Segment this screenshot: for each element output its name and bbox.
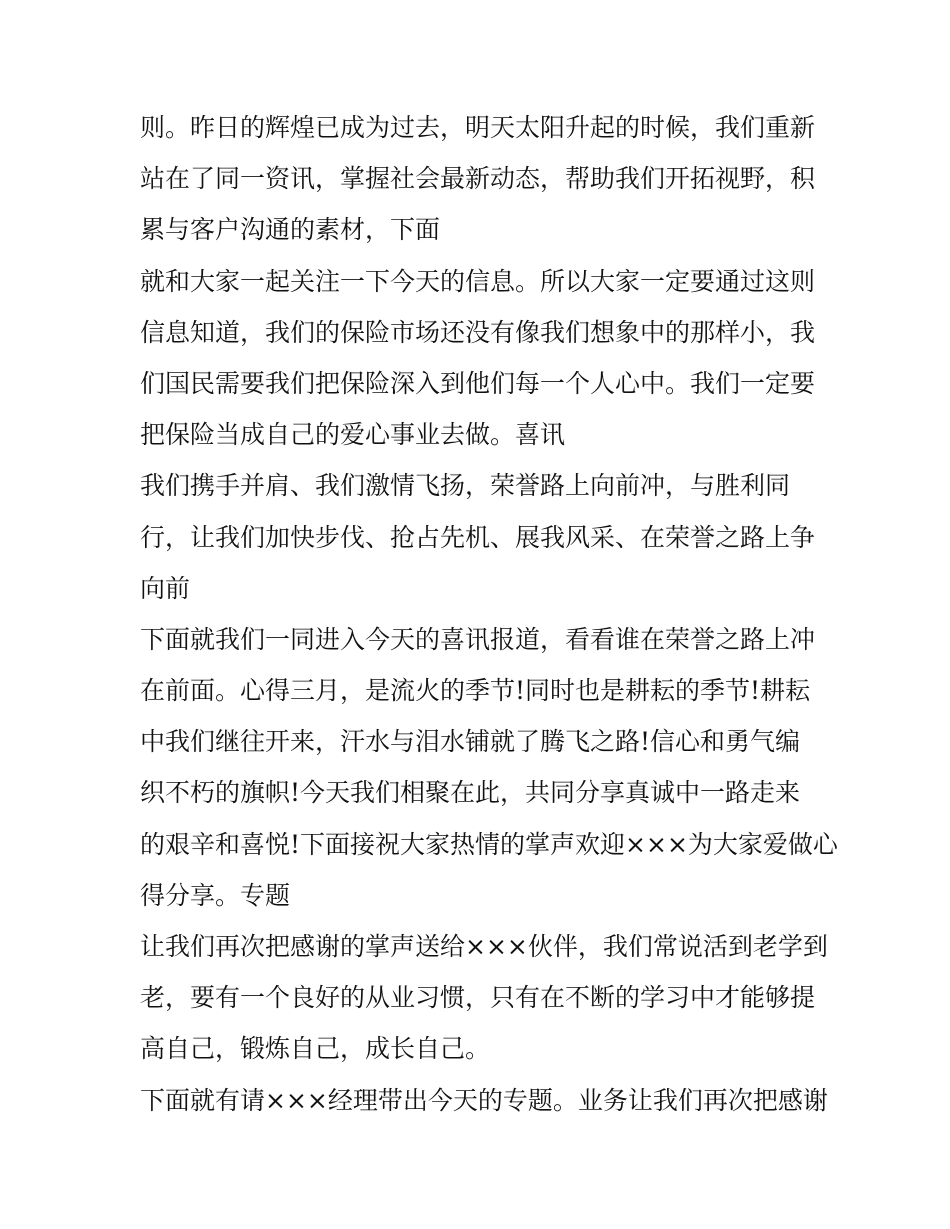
text-line: 累与客户沟通的素材，下面 xyxy=(140,215,441,245)
text-line: 织不朽的旗帜!今天我们相聚在此，共同分享真诚中一路走来 xyxy=(140,778,801,808)
text-line: 让我们再次把感谢的掌声送给×××伙伴，我们常说活到老学到 xyxy=(140,932,828,961)
text-line: 们国民需要我们把保险深入到他们每一个人心中。我们一定要 xyxy=(140,368,816,398)
text-line: 就和大家一起关注一下今天的信息。所以大家一定要通过这则 xyxy=(140,266,816,296)
text-line: 我们携手并肩、我们激情飞扬，荣誉路上向前冲，与胜利同 xyxy=(140,471,791,501)
document-body xyxy=(140,102,838,1126)
text-line: 下面就有请×××经理带出今天的专题。业务让我们再次把感谢 xyxy=(140,1085,828,1115)
text-line: 的艰辛和喜悦!下面接祝大家热情的掌声欢迎×××为大家爱做心 xyxy=(140,829,838,859)
text-line: 站在了同一资讯，掌握社会最新动态，帮助我们开拓视野，积 xyxy=(140,164,816,194)
text-line: 信息知道，我们的保险市场还没有像我们想象中的那样小，我 xyxy=(140,317,816,347)
text-line: 向前 xyxy=(140,573,191,603)
text-line: 高自己，锻炼自己，成长自己。 xyxy=(140,1034,491,1064)
text-line: 得分享。专题 xyxy=(140,880,291,910)
text-line: 行，让我们加快步伐、抢占先机、展我风采、在荣誉之路上争 xyxy=(140,522,816,552)
text-line: 在前面。心得三月，是流火的季节!同时也是耕耘的季节!耕耘 xyxy=(140,676,811,706)
text-line: 老，要有一个良好的从业习惯，只有在不断的学习中才能够提 xyxy=(140,983,816,1013)
text-line: 把保险当成自己的爱心事业去做。喜讯 xyxy=(140,420,566,450)
text-line: 则。昨日的辉煌已成为过去，明天太阳升起的时候，我们重新 xyxy=(140,113,816,142)
text-line: 下面就我们一同进入今天的喜讯报道，看看谁在荣誉之路上冲 xyxy=(140,624,816,654)
text-line: 中我们继往开来，汗水与泪水铺就了腾飞之路!信心和勇气编 xyxy=(140,727,801,757)
